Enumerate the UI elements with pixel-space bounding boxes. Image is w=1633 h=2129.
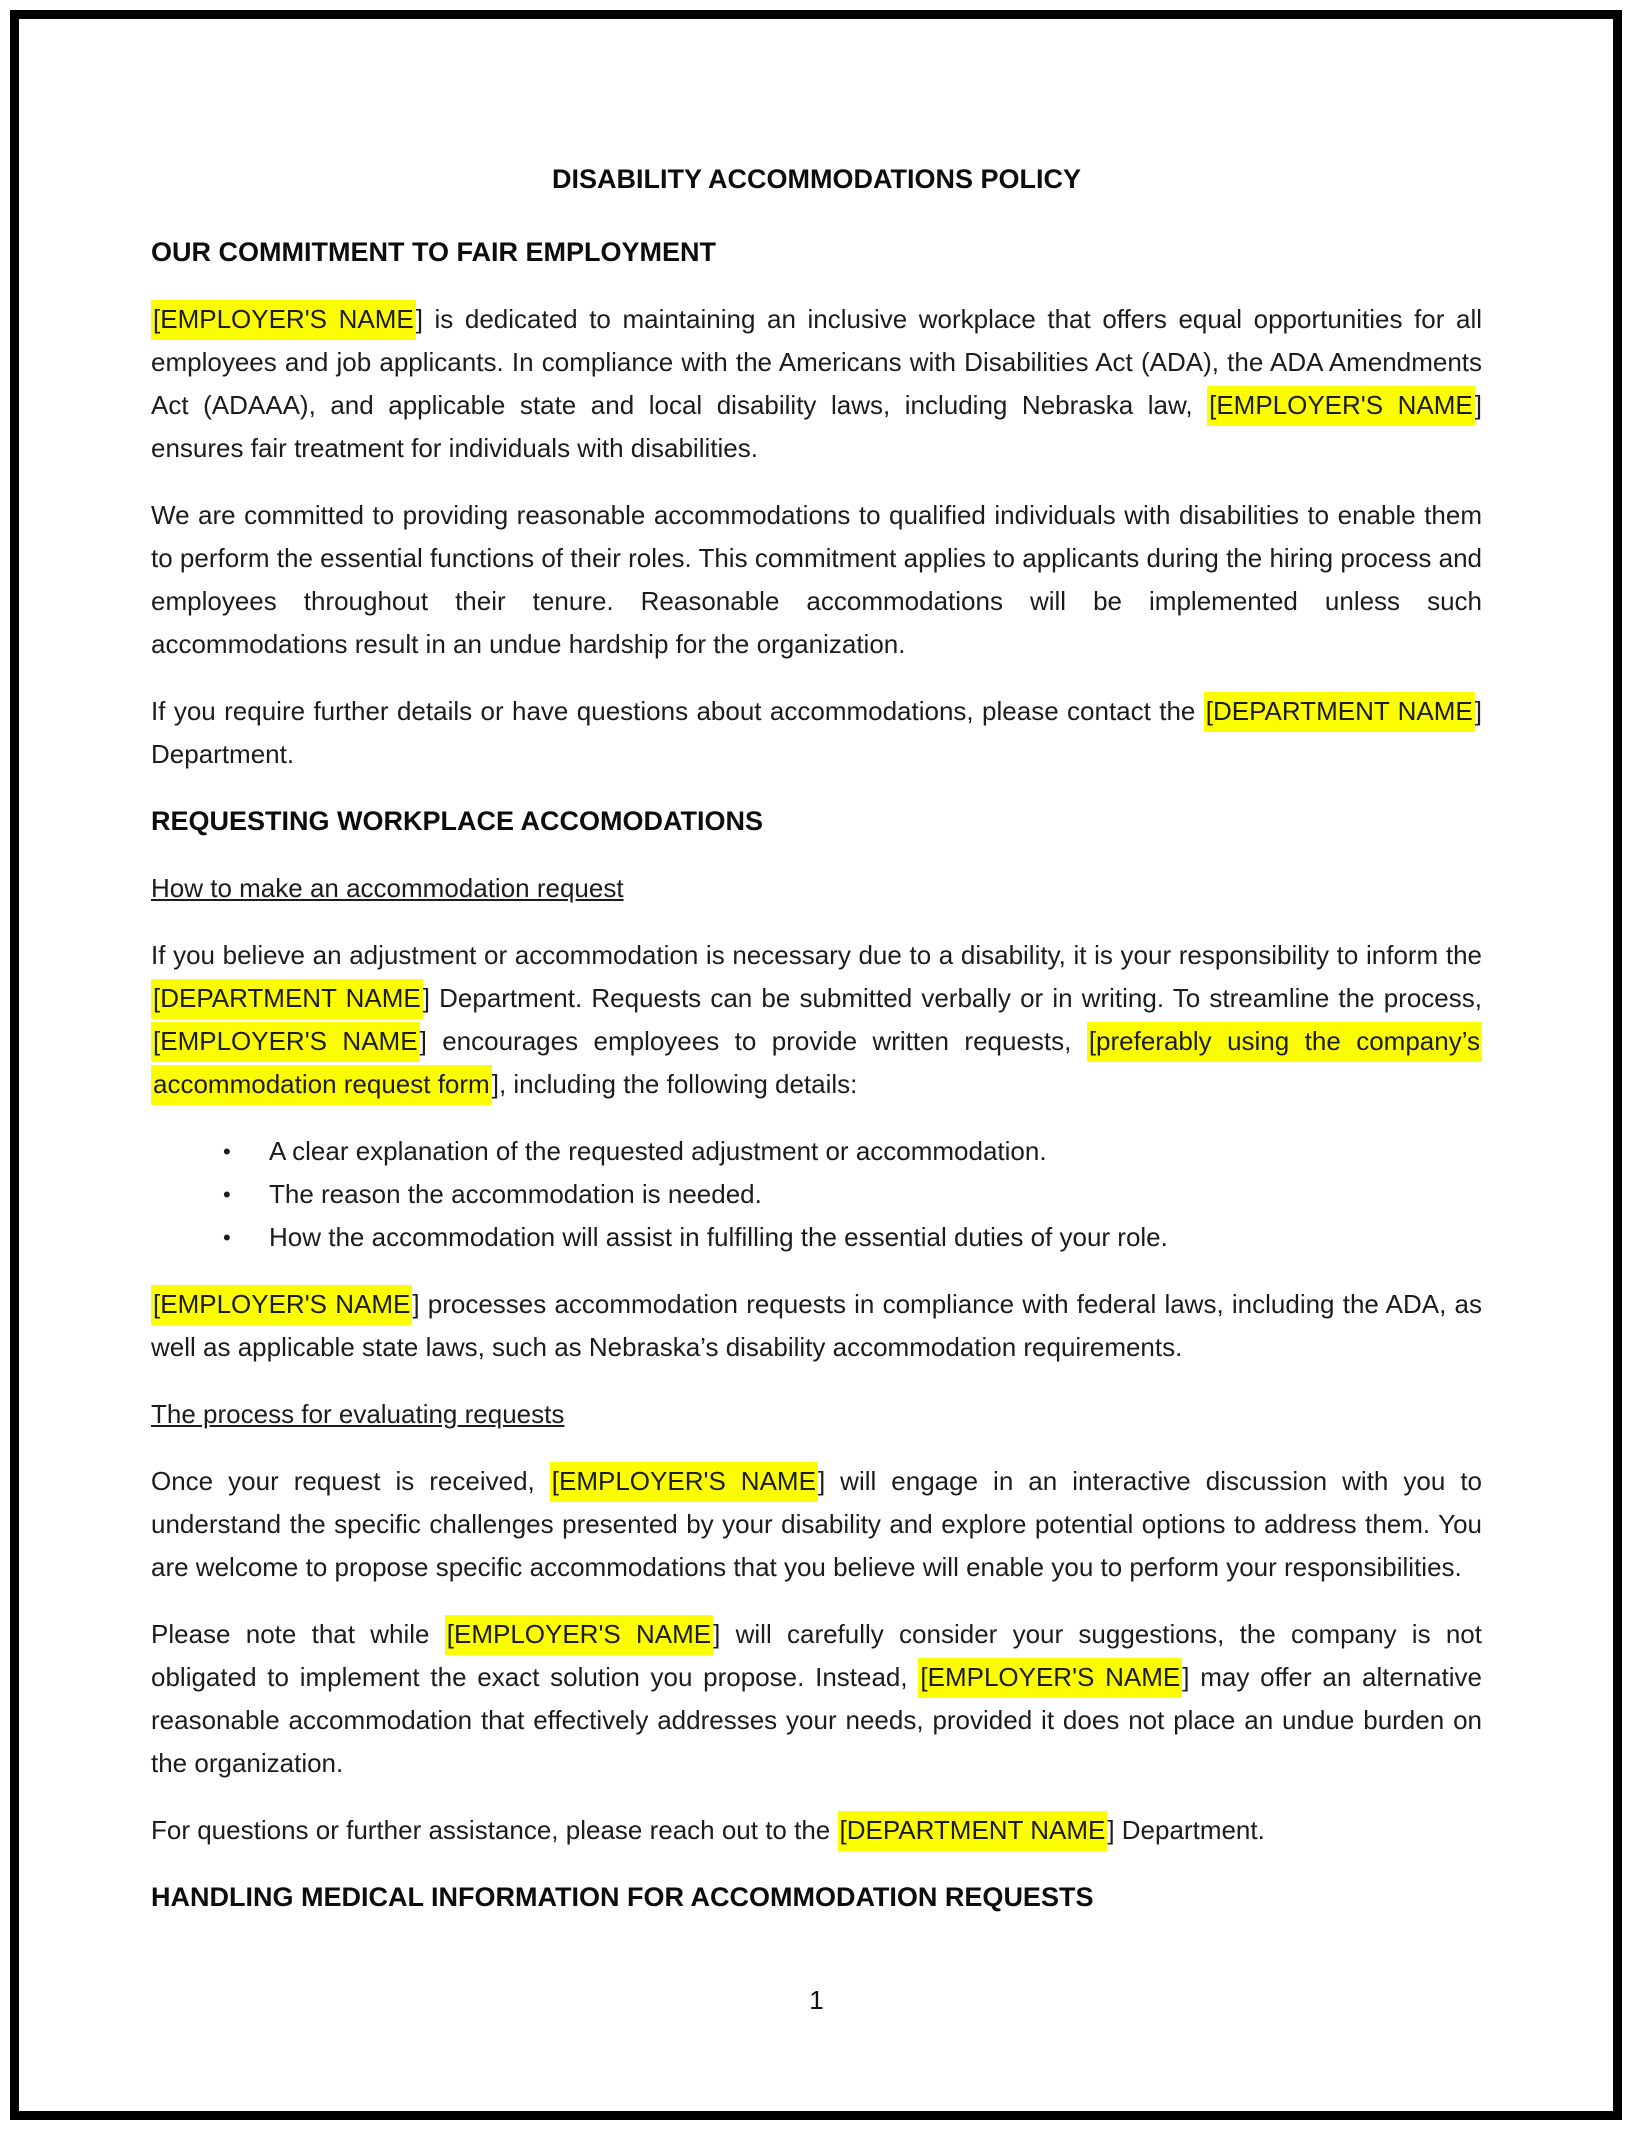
list-item-text: How the accommodation will assist in fulfilling the essential duties of your role.: [269, 1222, 1168, 1252]
list-item-text: A clear explanation of the requested adjustment or accommodation.: [269, 1136, 1047, 1166]
text-segment: ] encourages employees to provide written requests,: [419, 1026, 1087, 1056]
paragraph-compliance: [151, 1283, 1482, 1369]
list-item: [151, 1130, 1482, 1173]
placeholder-employer-name-highlight: [EMPLOYER'S NAME: [151, 1022, 420, 1062]
placeholder-employer-name-highlight: [EMPLOYER'S NAME: [1207, 386, 1475, 426]
list-item-text: The reason the accommodation is needed.: [269, 1179, 762, 1209]
placeholder-employer-name-highlight: [EMPLOYER'S NAME: [151, 300, 416, 340]
list-item: [151, 1173, 1482, 1216]
text-segment: ] Department. Requests can be submitted verbally or in writing. To streamline the process,: [422, 983, 1482, 1013]
section-heading-requesting: REQUESTING WORKPLACE ACCOMODATIONS: [151, 806, 763, 836]
paragraph-contact-department: [151, 690, 1482, 776]
text-segment: ] Department.: [151, 696, 1482, 769]
text-segment: ], including the following details:: [491, 1069, 858, 1099]
text-segment: If you require further details or have questions about accommodations, please contact the: [151, 696, 1204, 726]
bullet-icon: •: [223, 1225, 231, 1250]
placeholder-employer-name-highlight: [EMPLOYER'S NAME: [550, 1462, 818, 1502]
text-segment: ] will carefully consider your suggestions, the company is not obligated to implement the exact solution you propose. Instead,: [151, 1619, 1482, 1692]
placeholder-department-name-highlight: [DEPARTMENT NAME: [1204, 692, 1475, 732]
placeholder-employer-name-highlight: [EMPLOYER'S NAME: [445, 1615, 713, 1655]
page-title: DISABILITY ACCOMMODATIONS POLICY: [551, 164, 1081, 194]
bullet-list: [151, 1130, 1482, 1259]
paragraph-commitment-intro: [151, 298, 1482, 470]
text-segment: ] may offer an alternative reasonable accommodation that effectively addresses your needs, provided it does not place an undue burden on the organization.: [151, 1662, 1483, 1778]
subsection-heading-evaluation-process: The process for evaluating requests: [151, 1399, 565, 1429]
page-number: 1: [809, 1985, 824, 2015]
paragraph-commitment-detail: We are committed to providing reasonable accommodations to qualified individuals with disabilities to enable them to perform the essential functions of their roles. This commitment applies to applicants during the hiring process and employees throughout their tenure. Reasonable accommodations will be implemented unless such accommodations result in an undue hardship for the organization.: [151, 500, 1482, 659]
placeholder-department-name-highlight: [DEPARTMENT NAME: [151, 979, 423, 1019]
paragraph-alternative-accommodation: [151, 1613, 1482, 1785]
subsection-heading-how-to-request: How to make an accommodation request: [151, 873, 624, 903]
text-segment: ] processes accommodation requests in compliance with federal laws, including the ADA, as well as applicable state laws, such as Nebraska’s disability accommodation requirements.: [151, 1289, 1482, 1362]
document-page: [151, 0, 1482, 1943]
text-segment: If you believe an adjustment or accommodation is necessary due to a disability, it is your responsibility to inform the: [151, 940, 1482, 970]
section-heading-commitment: OUR COMMITMENT TO FAIR EMPLOYMENT: [151, 237, 716, 267]
text-segment: For questions or further assistance, please reach out to the: [151, 1815, 838, 1845]
placeholder-request-form-highlight: [preferably using the company’s accommodation request form: [151, 1022, 1482, 1105]
text-segment: Once your request is received,: [151, 1466, 550, 1496]
placeholder-employer-name-highlight: [EMPLOYER'S NAME: [918, 1658, 1182, 1698]
paragraph-evaluation: [151, 1460, 1482, 1589]
text-segment: ] will engage in an interactive discussion with you to understand the specific challenges presented by your disability and explore potential options to address them. You are welcome to propose specific accommodations that you believe will enable you to perform your responsibilities.: [151, 1466, 1483, 1582]
text-segment: ] Department.: [1107, 1815, 1265, 1845]
text-segment: ] is dedicated to maintaining an inclusive workplace that offers equal opportunities for all employees and job applicants. In compliance with the Americans with Disabilities Act (ADA), the ADA Amendments Act (ADAAA), and applicable state and local disability laws, including Nebraska law,: [151, 304, 1483, 420]
bullet-icon: •: [223, 1139, 231, 1164]
section-heading-medical-information: HANDLING MEDICAL INFORMATION FOR ACCOMMODATION REQUESTS: [151, 1882, 1094, 1912]
placeholder-department-name-highlight: [DEPARTMENT NAME: [838, 1811, 1108, 1851]
bullet-icon: •: [223, 1182, 231, 1207]
placeholder-employer-name-highlight: [EMPLOYER'S NAME: [151, 1285, 412, 1325]
list-item: [151, 1216, 1482, 1259]
text-segment: Please note that while: [151, 1619, 445, 1649]
paragraph-request-how: [151, 934, 1482, 1106]
paragraph-questions: [151, 1809, 1482, 1852]
text-segment: ] ensures fair treatment for individuals with disabilities.: [151, 390, 1483, 463]
